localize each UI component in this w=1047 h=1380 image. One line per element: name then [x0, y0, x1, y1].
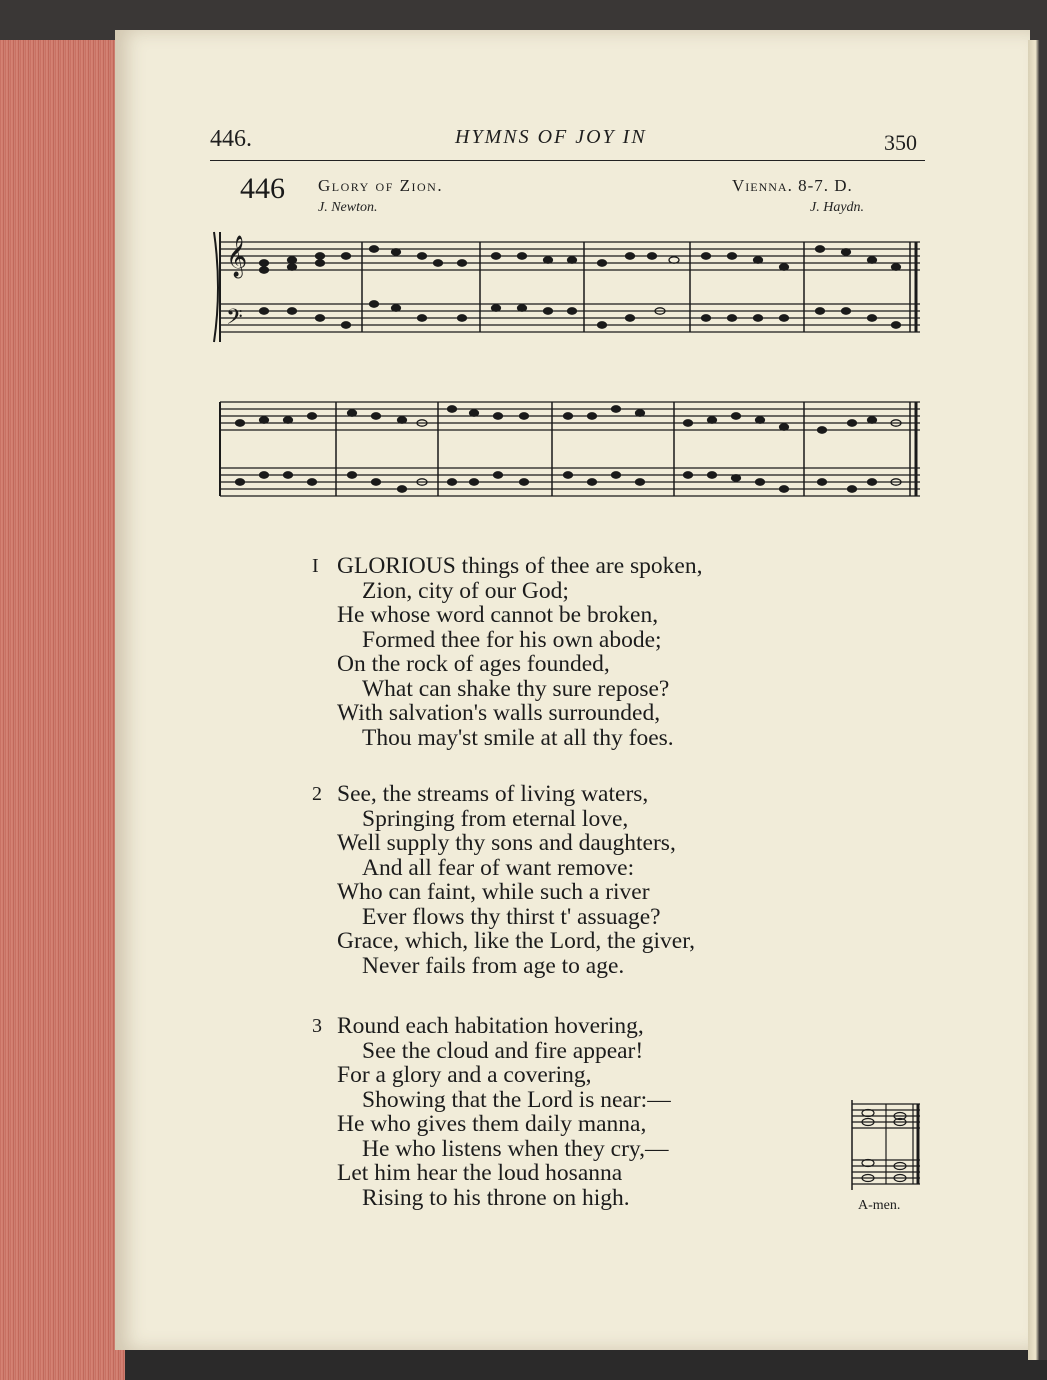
- verse-line: He who gives them daily manna,: [337, 1111, 647, 1137]
- page-number: 350: [884, 130, 917, 155]
- verse-line: For a glory and a covering,: [337, 1062, 592, 1088]
- hymn-author: J. Newton.: [318, 200, 378, 215]
- amen-notation: [848, 1098, 924, 1198]
- verse-line: Round each habitation hovering,: [337, 1013, 644, 1039]
- page-right-edge: [1028, 40, 1047, 1360]
- verse-1: [312, 554, 872, 750]
- verse-line: Springing from eternal love,: [362, 805, 629, 832]
- verse-line: GLORIOUS things of thee are spoken,: [337, 553, 703, 579]
- verse-line: Never fails from age to age.: [362, 952, 625, 979]
- music-score: [212, 218, 924, 518]
- verse-line: He whose word cannot be broken,: [337, 602, 659, 628]
- verse-number: I: [312, 555, 319, 577]
- verse-line: See, the streams of living waters,: [337, 781, 649, 807]
- verse-line: On the rock of ages founded,: [337, 651, 610, 677]
- running-header: [210, 120, 925, 161]
- verse-2: [312, 782, 872, 978]
- verse-line: Showing that the Lord is near:—: [362, 1086, 671, 1113]
- verse-3: [312, 1014, 872, 1210]
- header-title: HYMNS OF JOY IN: [455, 126, 647, 148]
- hymn-composer: J. Haydn.: [810, 200, 865, 215]
- verse-line: Well supply thy sons and daughters,: [337, 830, 676, 856]
- bass-clef-icon: 𝄢: [226, 305, 243, 335]
- verse-line: Formed thee for his own abode;: [362, 626, 662, 653]
- header-hymn-number: 446.: [210, 126, 252, 152]
- verse-line: Grace, which, like the Lord, the giver,: [337, 928, 695, 954]
- verse-line: What can shake thy sure repose?: [362, 675, 670, 702]
- verse-number: 3: [312, 1015, 322, 1037]
- treble-clef-icon: 𝄞: [226, 236, 248, 277]
- hymn-number: 446: [240, 172, 285, 205]
- verse-line: Thou may'st smile at all thy foes.: [362, 724, 674, 751]
- tune-title: Glory of Zion.: [318, 176, 444, 195]
- amen-label: A-men.: [858, 1198, 901, 1213]
- verse-line: He who listens when they cry,—: [362, 1135, 669, 1162]
- verse-line: Zion, city of our God;: [362, 577, 569, 604]
- verse-line: Rising to his throne on high.: [362, 1184, 630, 1211]
- verse-line: Let him hear the loud hosanna: [337, 1160, 623, 1186]
- verse-line: Ever flows thy thirst t' assuage?: [362, 903, 661, 930]
- verse-line: Who can faint, while such a river: [337, 879, 650, 905]
- page-edges: [0, 40, 125, 1380]
- verse-line: With salvation's walls surrounded,: [337, 700, 661, 726]
- verse-line: See the cloud and fire appear!: [362, 1037, 644, 1064]
- verse-number: 2: [312, 783, 322, 805]
- verse-line: And all fear of want remove:: [362, 854, 635, 881]
- tune-meter: Vienna. 8-7. D.: [732, 176, 853, 195]
